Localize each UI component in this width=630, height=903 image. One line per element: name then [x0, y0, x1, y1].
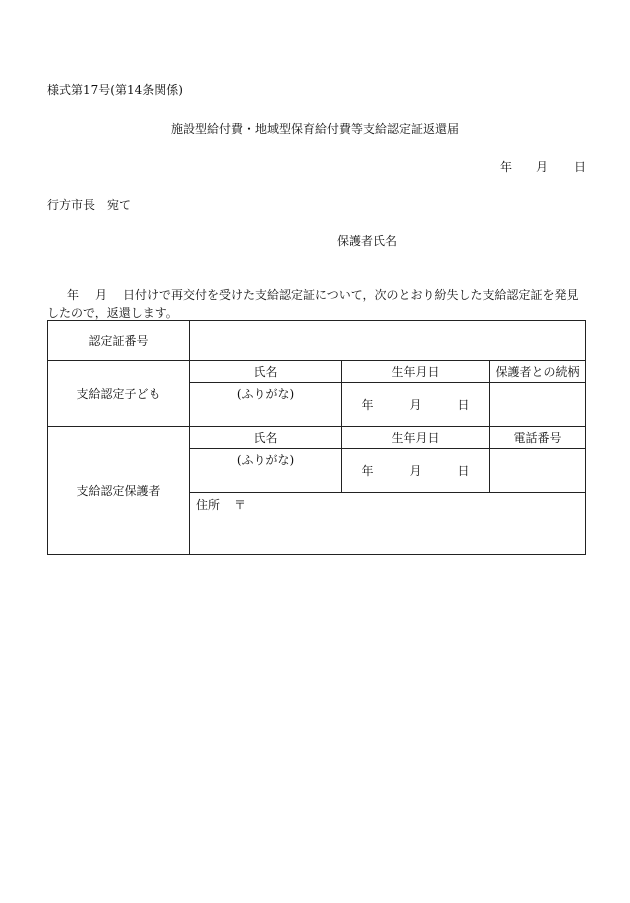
cert-number-field[interactable]	[190, 321, 586, 361]
return-form-table	[47, 320, 586, 555]
address-label: 住所	[196, 498, 221, 512]
child-section-label: 支給認定子ども	[48, 361, 190, 427]
body-month: 月	[95, 288, 108, 302]
child-relation-header: 保護者との続柄	[490, 361, 586, 383]
guardian-birth-day: 日	[457, 464, 470, 478]
postal-mark: 〒	[234, 498, 247, 512]
guardian-name-label: 保護者氏名	[337, 234, 398, 248]
form-number: 様式第17号(第14条関係)	[47, 83, 183, 97]
guardian-birth-field[interactable]	[342, 449, 490, 493]
child-name-header: 氏名	[190, 361, 342, 383]
guardian-phone-field[interactable]	[490, 449, 586, 493]
date-day: 日	[574, 160, 587, 174]
guardian-address-field[interactable]	[190, 493, 586, 555]
date-month: 月	[536, 160, 549, 174]
body-year: 年	[67, 288, 80, 302]
body-rest: 日付けで再交付を受けた支給認定証について，次のとおり紛失した支給認定証を発見したので，返還します。	[47, 288, 579, 320]
document-title: 施設型給付費・地域型保育給付費等支給認定証返還届	[170, 122, 459, 136]
submission-date	[500, 158, 586, 175]
cert-number-label: 認定証番号	[48, 321, 190, 361]
child-birth-month: 月	[409, 398, 422, 412]
child-name-field[interactable]	[190, 383, 342, 427]
addressee: 行方市長 宛て	[47, 198, 132, 212]
guardian-birth-year: 年	[361, 464, 374, 478]
guardian-furigana-label: (ふりがな)	[236, 453, 295, 467]
guardian-birth-month: 月	[409, 464, 422, 478]
child-birth-header: 生年月日	[342, 361, 490, 383]
child-birth-year: 年	[361, 398, 374, 412]
child-relation-field[interactable]	[490, 383, 586, 427]
child-furigana-label: (ふりがな)	[236, 387, 295, 401]
body-text	[47, 286, 587, 322]
guardian-birth-header: 生年月日	[342, 427, 490, 449]
guardian-phone-header: 電話番号	[490, 427, 586, 449]
guardian-name-field[interactable]	[190, 449, 342, 493]
child-birth-day: 日	[457, 398, 470, 412]
guardian-section-label: 支給認定保護者	[48, 427, 190, 555]
guardian-name-header: 氏名	[190, 427, 342, 449]
child-birth-field[interactable]	[342, 383, 490, 427]
date-year: 年	[500, 160, 513, 174]
